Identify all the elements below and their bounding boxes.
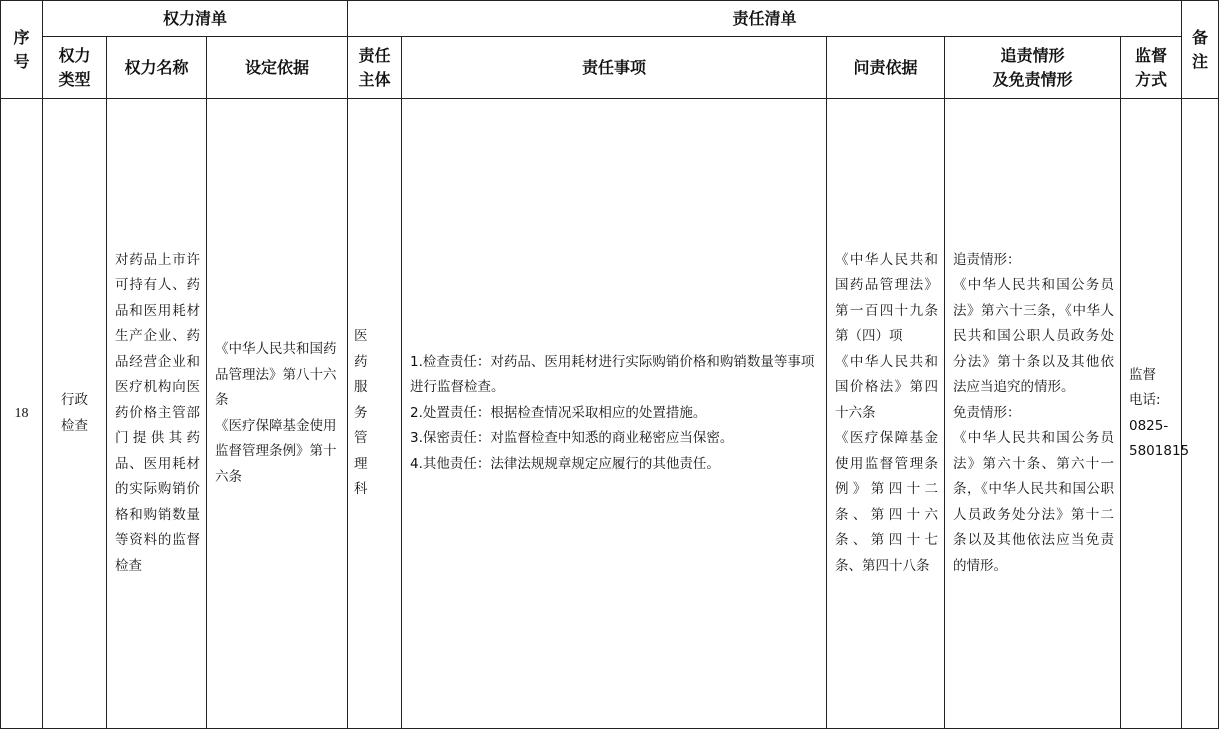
header-seq-label: 序号 xyxy=(13,27,30,71)
cell-seq xyxy=(1,99,43,729)
cell-basis xyxy=(207,99,348,729)
header-row-sub xyxy=(1,37,1219,99)
header-supervision: 监督 方式 xyxy=(1121,37,1182,99)
cell-power-type xyxy=(43,99,107,729)
header-duty-items: 责任事项 xyxy=(402,37,827,99)
row-power-name: 对药品上市许可持有人、药品和医用耗材生产企业、药品经营企业和医疗机构向医药价格主管部门提供其药品、医用耗材的实际购销价格和购销数量等资料的监督检查 xyxy=(115,251,200,574)
header-remarks-label: 备注 xyxy=(1192,27,1209,71)
cell-power-name xyxy=(107,99,207,729)
header-power-name: 权力名称 xyxy=(107,37,207,99)
header-seq xyxy=(1,1,43,99)
row-power-type: 行政 检查 xyxy=(61,392,88,434)
header-remarks xyxy=(1182,1,1219,99)
header-power-type: 权力 类型 xyxy=(43,37,107,99)
header-pursuit: 追责情形 及免责情形 xyxy=(945,37,1121,99)
cell-subject xyxy=(348,99,402,729)
row-subject: 医药服务管理科 xyxy=(354,328,378,498)
row-seq: 18 xyxy=(14,405,29,421)
header-basis: 设定依据 xyxy=(207,37,348,99)
cell-pursuit xyxy=(945,99,1121,729)
row-duty-items: 1.检查责任：对药品、医用耗材进行实际购销价格和购销数量等事项进行监督检查。 2.处置责任：根据检查情况采取相应的处置措施。 3.保密责任：对监督检查中知悉的商业秘密应当保密。 4.其他责任：法律法规规章规定应履行的其他责任。 xyxy=(410,353,815,472)
row-account-basis: 《中华人民共和国药品管理法》第一百四十九条第（四）项 《中华人民共和国价格法》第四十六条 《医疗保障基金使用监督管理条例》第四十二条、第四十六条、第四十七条、第四十八条 xyxy=(835,251,938,574)
header-subject: 责任 主体 xyxy=(348,37,402,99)
row-basis: 《中华人民共和国药品管理法》第八十六条 《医疗保障基金使用监督管理条例》第十六条 xyxy=(215,341,337,485)
row-pursuit: 追责情形： 《中华人民共和国公务员法》第六十三条，《中华人民共和国公职人员政务处分法》第十条以及其他依法应当追究的情形。 免责情形： 《中华人民共和国公务员法》第六十条、第六十一条，《中华人民共和国公职人员政务处分法》第十二条以及其他依法应当免责的情形。 xyxy=(953,251,1114,574)
row-supervision: 监督 电话: 0825- 5801815 xyxy=(1129,366,1190,459)
cell-duty-items xyxy=(402,99,827,729)
table-row xyxy=(1,99,1219,729)
cell-remarks xyxy=(1182,99,1219,729)
cell-supervision xyxy=(1121,99,1190,729)
header-duty-list: 责任清单 xyxy=(348,1,1182,37)
header-power-list: 权力清单 xyxy=(43,1,348,37)
header-account-basis: 问责依据 xyxy=(827,37,945,99)
cell-account-basis xyxy=(827,99,945,729)
header-row-group xyxy=(1,1,1219,37)
